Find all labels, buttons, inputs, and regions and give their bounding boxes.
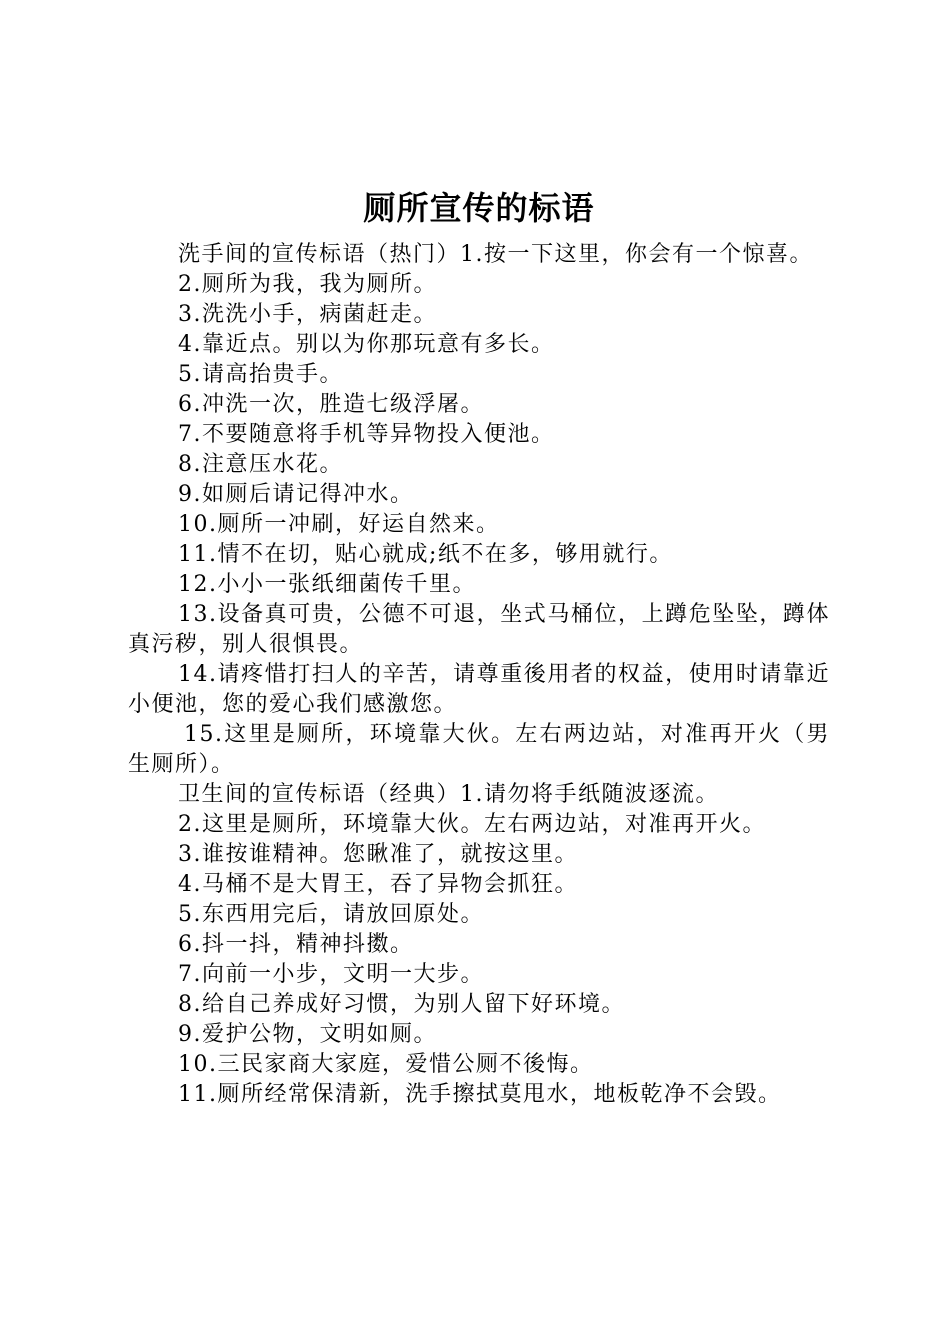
document-page <box>128 184 830 1110</box>
paragraph: 2.这里是厕所，环境靠大伙。左右两边站，对准再开火。 <box>178 812 766 837</box>
paragraph: 6.抖一抖，精神抖擞。 <box>178 932 414 957</box>
paragraph: 洗手间的宣传标语（热门）1.按一下这里，你会有一个惊喜。 <box>178 242 813 267</box>
paragraph: 9.爱护公物，文明如厕。 <box>178 1022 437 1047</box>
paragraph: 4.马桶不是大胃王，吞了异物会抓狂。 <box>178 872 578 897</box>
paragraph: 11.情不在切，贴心就成;纸不在多，够用就行。 <box>178 542 673 567</box>
paragraph: 12.小小一张纸细菌传千里。 <box>178 572 476 597</box>
paragraph: 15.这里是厕所，环境靠大伙。左右两边站，对准再开火（男生厕所）。 <box>128 722 830 777</box>
paragraph: 14.请疼惜打扫人的辛苦，请尊重後用者的权益，使用时请靠近小便池，您的爱心我们感激您。 <box>128 662 830 717</box>
paragraph: 8.注意压水花。 <box>178 452 343 477</box>
paragraph: 2.厕所为我，我为厕所。 <box>178 272 437 297</box>
paragraph: 卫生间的宣传标语（经典）1.请勿将手纸随波逐流。 <box>178 782 719 807</box>
paragraph: 7.不要随意将手机等异物投入便池。 <box>178 422 555 447</box>
paragraph: 3.谁按谁精神。您瞅准了，就按这里。 <box>178 842 578 867</box>
paragraph: 11.厕所经常保清新，洗手擦拭莫甩水，地板乾净不会毁。 <box>178 1082 782 1107</box>
paragraph: 3.洗洗小手，病菌赶走。 <box>178 302 437 327</box>
paragraph: 13.设备真可贵，公德不可退，坐式马桶位，上蹲危坠坠，蹲体真污秽，别人很惧畏。 <box>128 602 830 657</box>
document-title: 厕所宣传的标语 <box>363 189 595 227</box>
paragraph: 5.东西用完后，请放回原处。 <box>178 902 484 927</box>
paragraph: 10.三民家商大家庭，爱惜公厕不後悔。 <box>178 1052 594 1077</box>
paragraph: 4.靠近点。别以为你那玩意有多长。 <box>178 332 555 357</box>
paragraph: 6.冲洗一次，胜造七级浮屠。 <box>178 392 484 417</box>
paragraph: 8.给自己养成好习惯，为别人留下好环境。 <box>178 992 625 1017</box>
paragraph: 5.请高抬贵手。 <box>178 362 343 387</box>
paragraph: 9.如厕后请记得冲水。 <box>178 482 414 507</box>
paragraph: 7.向前一小步，文明一大步。 <box>178 962 484 987</box>
paragraph: 10.厕所一冲刷，好运自然来。 <box>178 512 500 537</box>
